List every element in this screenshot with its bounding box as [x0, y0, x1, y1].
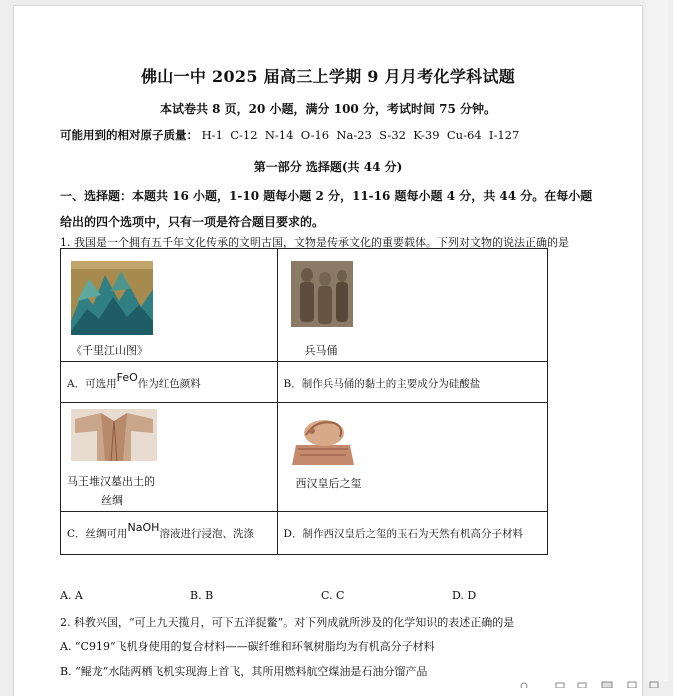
- option-c-cell: [61, 512, 278, 555]
- caption-silk-line1: 马王堆汉墓出土的: [67, 475, 155, 488]
- formula-naoh: NaOH: [127, 521, 160, 534]
- document-page: [14, 6, 642, 696]
- section-instructions: 一、选择题：本题共 16 小题，1-10 题每小题 2 分，11-16 题每小题 4 分，共 44 分。在每小题给出的四个选项中，只有一项是符合题目要求的。: [60, 189, 593, 229]
- bottom-toolbar: [520, 673, 670, 681]
- formula-feo: FeO: [116, 371, 138, 384]
- cell-silk: [61, 403, 278, 512]
- atomic-masses-label: 可能用到的相对原子质量：: [60, 128, 198, 142]
- option-b: B．制作兵马俑的黏土的主要成分为硅酸盐: [283, 378, 481, 390]
- silk-robe-thumbnail: [71, 409, 157, 461]
- terracotta-warriors-thumbnail: [291, 261, 353, 327]
- answer-choice-a: A. A: [60, 589, 83, 602]
- question-2-option-a: A. “C919”飞机身使用的复合材料——碳纤维和环氧树脂均为有机高分子材料: [60, 640, 435, 653]
- cell-seal: [277, 403, 547, 512]
- option-c: C．丝绸可用NaOH溶液进行浸泡、洗涤: [67, 521, 254, 540]
- answer-choice-b: B. B: [190, 589, 214, 602]
- caption-painting: 《千里江山图》: [71, 344, 148, 357]
- caption-silk-line2: 丝绸: [101, 494, 123, 507]
- option-d-cell: [277, 512, 547, 555]
- option-b-cell: [277, 362, 547, 403]
- cell-painting: [61, 249, 278, 362]
- section-title: 第一部分 选择题(共 44 分): [253, 160, 403, 174]
- caption-terracotta: 兵马俑: [304, 344, 338, 357]
- question-1-stem: 1. 我国是一个拥有五千年文化传承的文明古国，文物是传承文化的重要载体。下列对文物的说法正确的是: [60, 236, 569, 249]
- answer-choice-c: C. C: [321, 589, 345, 602]
- jade-seal-thumbnail: [288, 411, 358, 469]
- atomic-masses-line: [60, 127, 519, 143]
- cell-terracotta: [277, 249, 547, 362]
- painting-thumbnail: [71, 261, 153, 335]
- answer-choice-d: D. D: [452, 589, 477, 602]
- toolbar-icons: [520, 680, 670, 688]
- caption-seal: 西汉皇后之玺: [295, 477, 362, 490]
- question-2-stem: 2. 科教兴国，“可上九天揽月，可下五洋捉鳖”。对下列成就所涉及的化学知识的表述正确的是: [60, 616, 515, 629]
- atomic-masses-values: H-1 C-12 N-14 O-16 Na-23 S-32 K-39 Cu-64 I-127: [201, 128, 520, 142]
- question-1-table: [60, 248, 548, 555]
- exam-subtitle: 本试卷共 8 页，20 小题，满分 100 分，考试时间 75 分钟。: [159, 102, 497, 116]
- option-a-cell: [61, 362, 278, 403]
- exam-title: 佛山一中 2025 届高三上学期 9 月月考化学科试题: [140, 67, 516, 86]
- question-2-option-b: B. “鲲龙”水陆两栖飞机实现海上首飞，其所用燃料航空煤油是石油分馏产品: [60, 665, 428, 678]
- option-a: A．可选用FeO作为红色颜料: [67, 371, 201, 390]
- option-d: D．制作西汉皇后之玺的玉石为天然有机高分子材料: [283, 528, 523, 540]
- vertical-scrollbar[interactable]: [646, 0, 668, 681]
